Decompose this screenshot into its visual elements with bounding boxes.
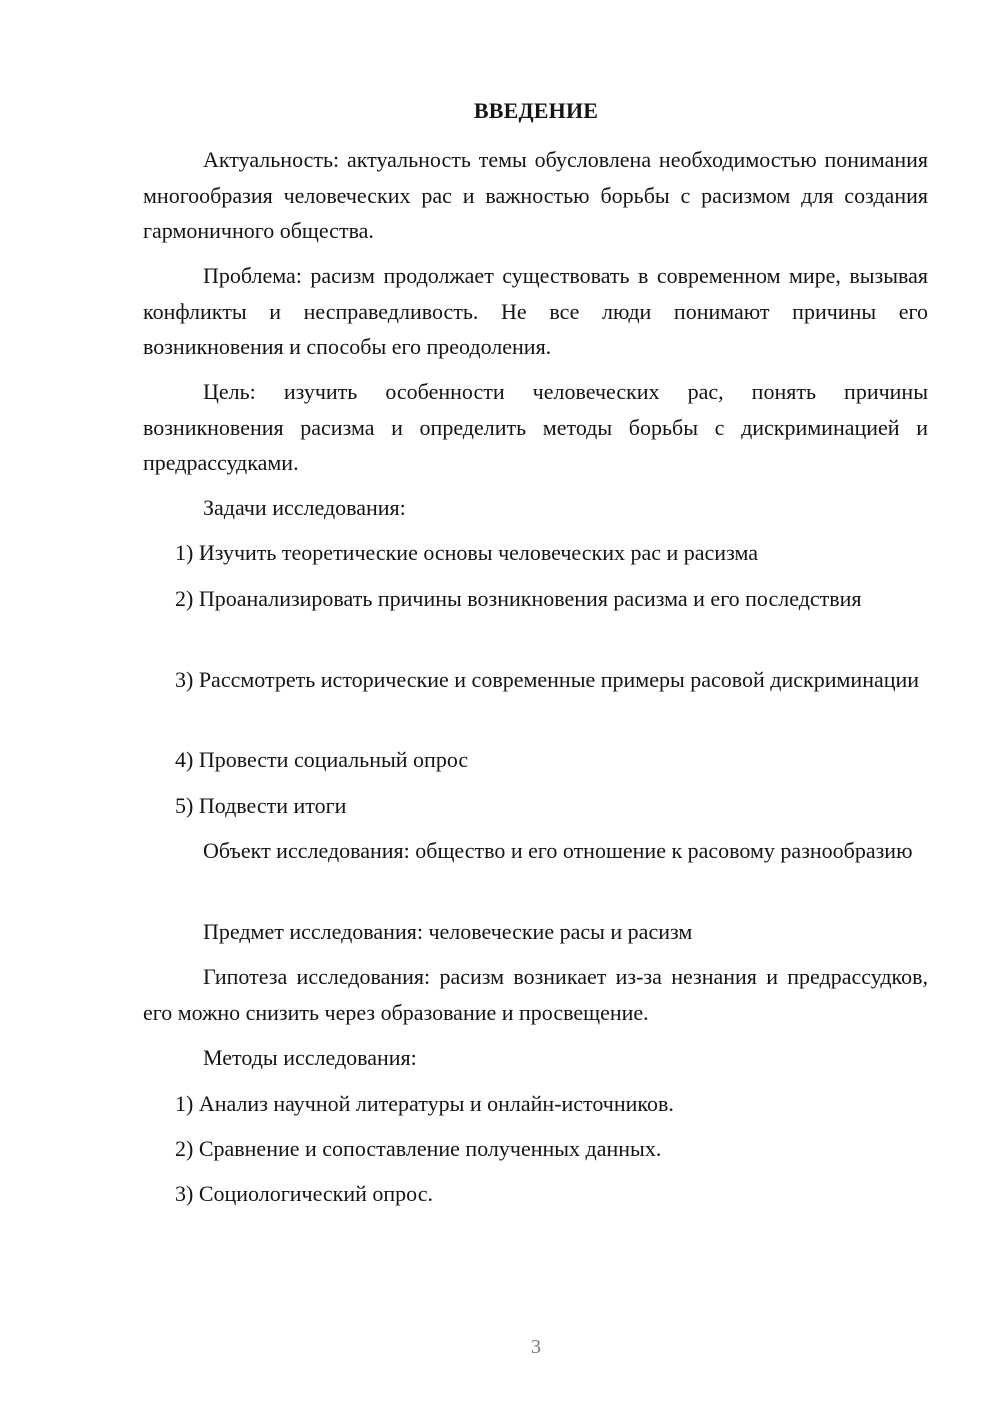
task-item-2: 2) Проанализировать причины возникновения расизма и его последствия bbox=[175, 586, 862, 611]
paragraph-methods-heading: Методы исследования: bbox=[203, 1045, 417, 1070]
task-item-1: 1) Изучить теоретические основы человеческих рас и расизма bbox=[175, 540, 758, 565]
method-item-1: 1) Анализ научной литературы и онлайн-источников. bbox=[175, 1091, 674, 1116]
paragraph-object: Объект исследования: общество и его отношение к расовому разнообразию bbox=[203, 838, 913, 863]
page-number: 3 bbox=[531, 1336, 541, 1358]
task-item-3: 3) Рассмотреть исторические и современные примеры расовой дискриминации bbox=[175, 667, 920, 692]
section-heading: ВВЕДЕНИЕ bbox=[473, 98, 599, 123]
method-item-3: 3) Социологический опрос. bbox=[175, 1181, 433, 1206]
paragraph-problem: Проблема: расизм продолжает существовать в современном мире, вызывая конфликты и несправедливость. Не все люди понимают причины его возникновения и способы его преодоления. bbox=[143, 263, 928, 359]
paragraph-goal: Цель: изучить особенности человеческих рас, понять причины возникновения расизма и определить методы борьбы с дискриминацией и предрассудками. bbox=[143, 379, 928, 475]
paragraph-tasks-heading: Задачи исследования: bbox=[203, 495, 406, 520]
paragraph-relevance: Актуальность: актуальность темы обусловлена необходимостью понимания многообразия человеческих рас и важностью борьбы с расизмом для создания гармоничного общества. bbox=[143, 147, 928, 243]
task-item-4: 4) Провести социальный опрос bbox=[175, 747, 469, 772]
paragraph-subject: Предмет исследования: человеческие расы и расизм bbox=[203, 919, 693, 944]
method-item-2: 2) Сравнение и сопоставление полученных данных. bbox=[175, 1136, 662, 1161]
task-item-5: 5) Подвести итоги bbox=[175, 793, 347, 818]
paragraph-hypothesis: Гипотеза исследования: расизм возникает из-за незнания и предрассудков, его можно снизить через образование и просвещение. bbox=[143, 964, 928, 1025]
